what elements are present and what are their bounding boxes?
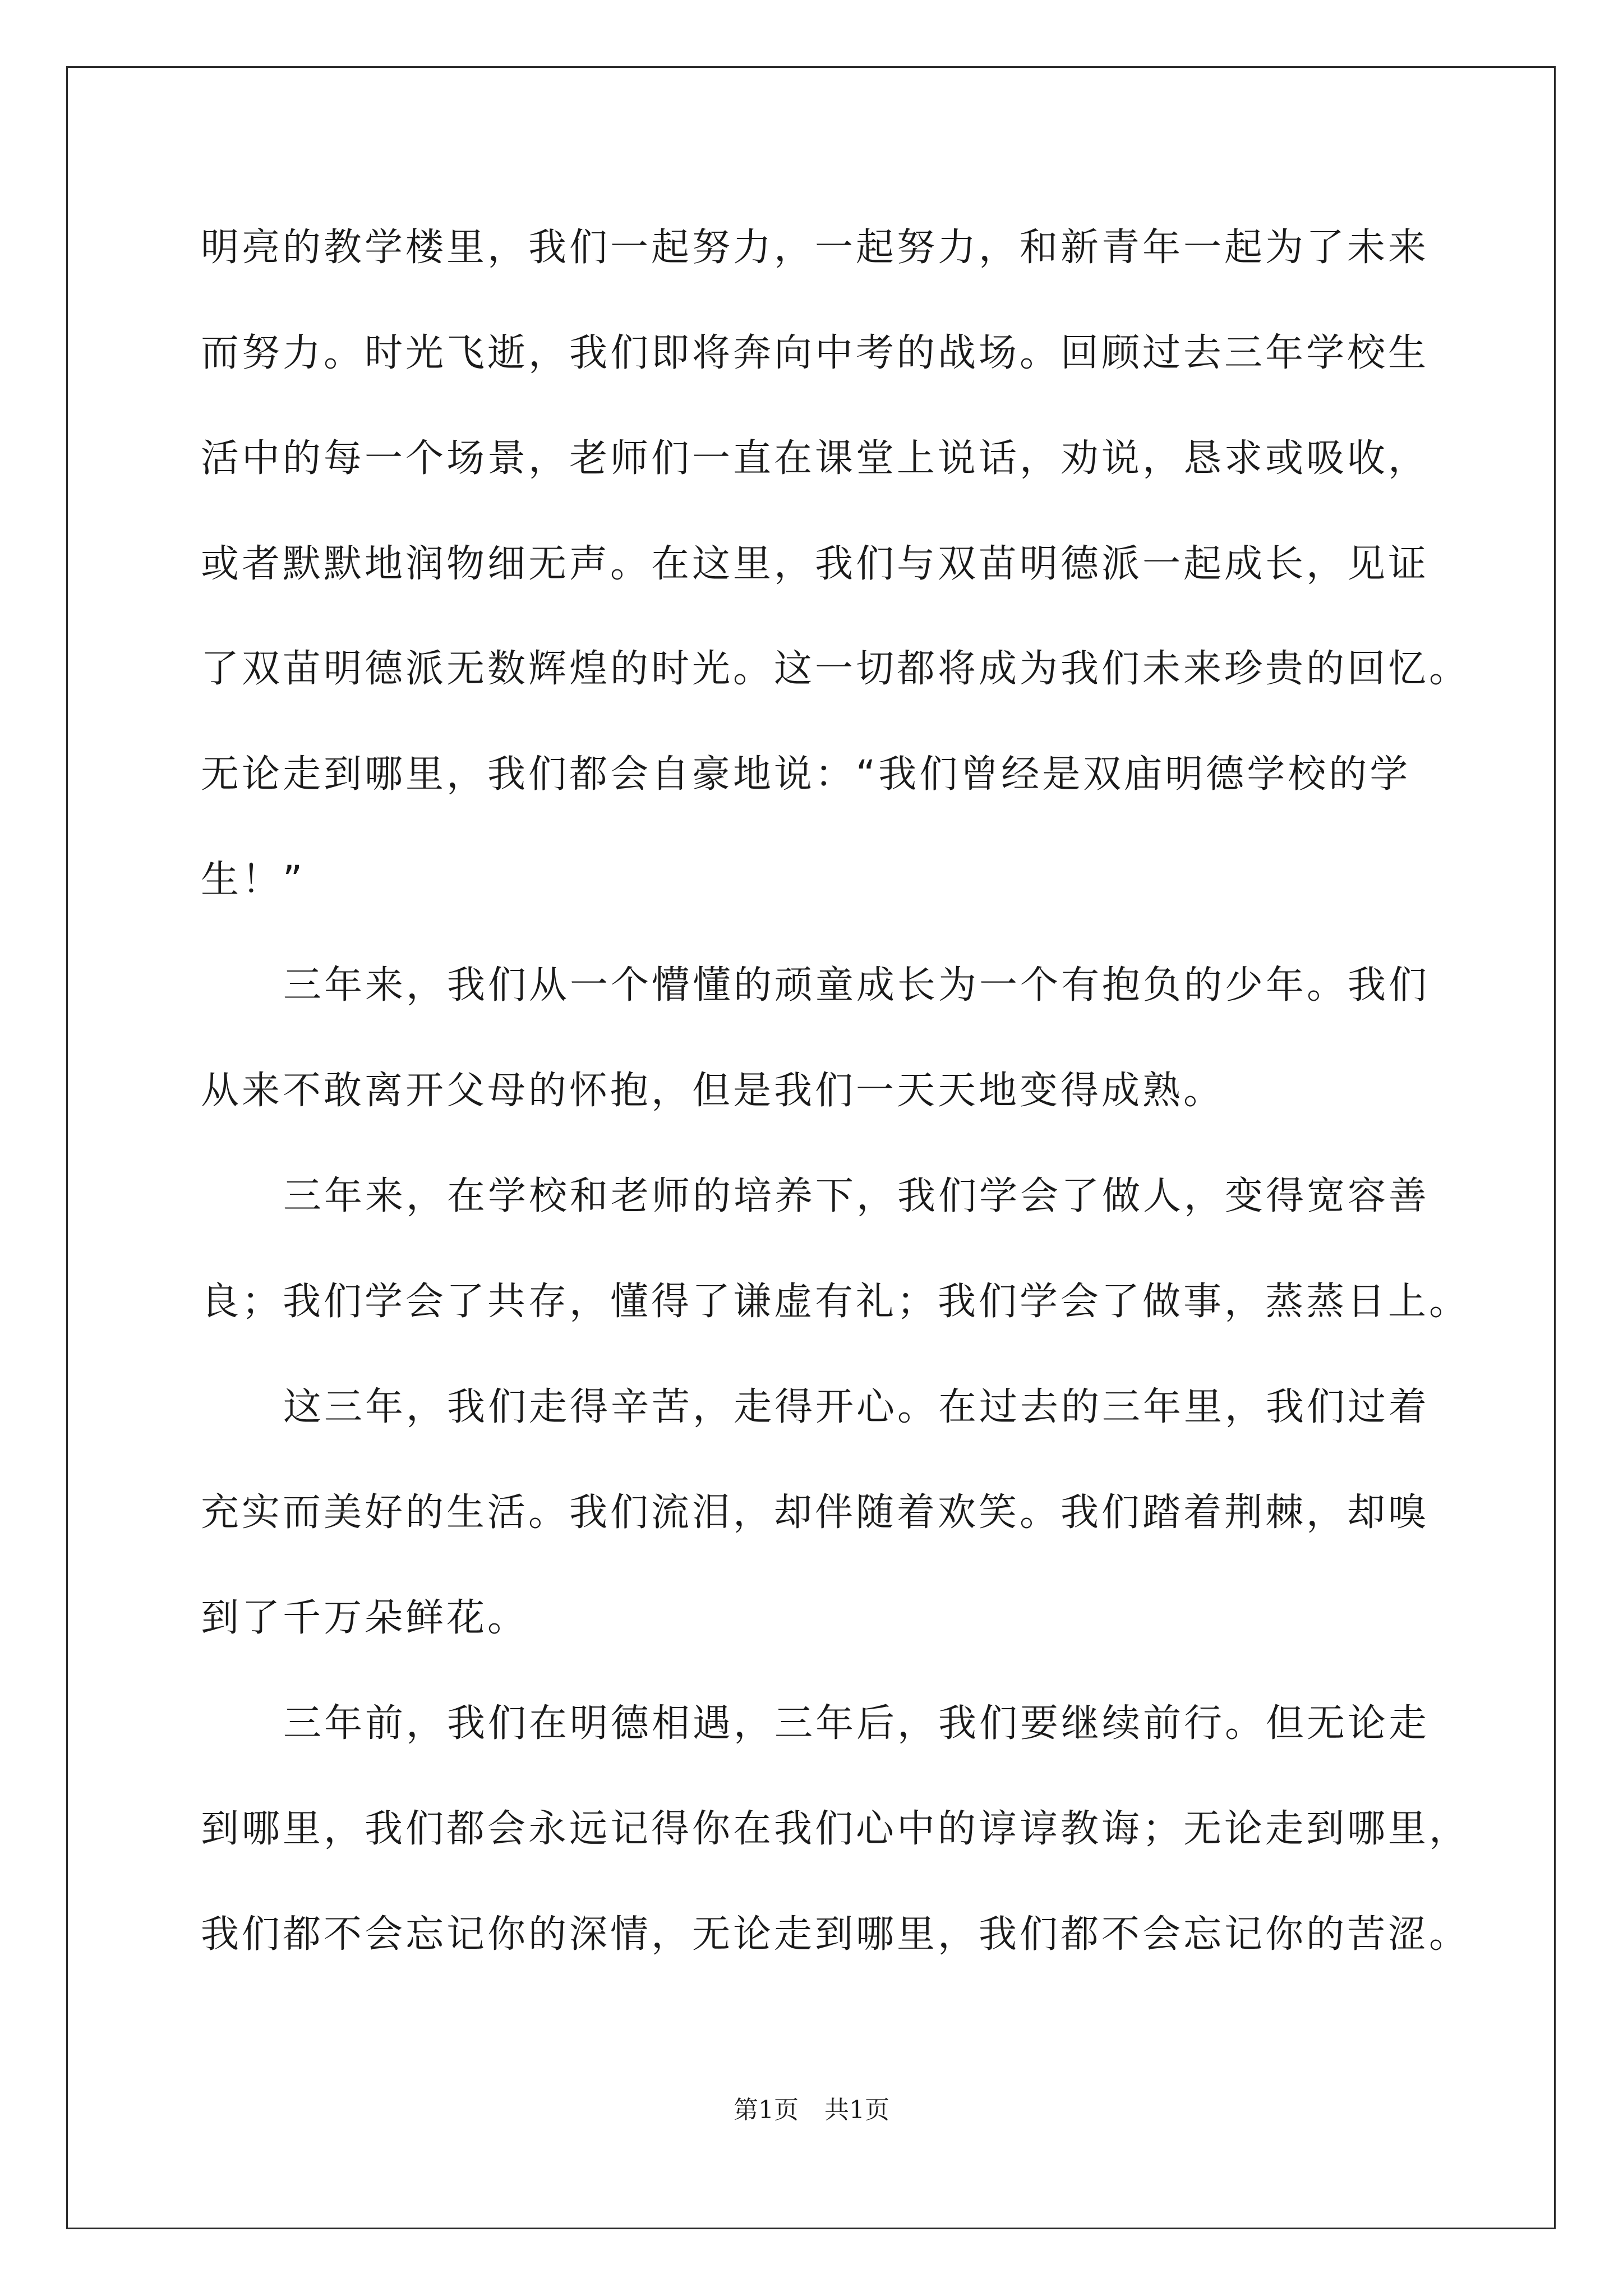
text-line-11: 良；我们学会了共存，懂得了谦虚有礼；我们学会了做事，蒸蒸日上。 [201,1280,1470,1324]
text-line-15: 三年前，我们在明德相遇，三年后，我们要继续前行。但无论走 [283,1701,1430,1746]
text-line-14: 到了千万朵鲜花。 [201,1596,529,1640]
page-number-current: 第1页 [734,2096,799,2124]
text-line-13: 充实而美好的生活。我们流泪，却伴随着欢笑。我们踏着荆棘，却嗅 [201,1490,1430,1535]
text-line-3: 活中的每一个场景，老师们一直在课堂上说话，劝说，恳求或吸收， [201,436,1430,481]
text-line-9: 从来不敢离开父母的怀抱，但是我们一天天地变得成熟。 [201,1069,1225,1113]
text-line-12: 这三年，我们走得辛苦，走得开心。在过去的三年里，我们过着 [283,1385,1430,1429]
text-line-10: 三年来，在学校和老师的培养下，我们学会了做人，变得宽容善 [283,1174,1430,1218]
text-line-8: 三年来，我们从一个懵懂的顽童成长为一个有抱负的少年。我们 [283,963,1430,1007]
text-line-4: 或者默默地润物细无声。在这里，我们与双苗明德派一起成长，见证 [201,542,1430,586]
text-line-5: 了双苗明德派无数辉煌的时光。这一切都将成为我们未来珍贵的回忆。 [201,647,1470,691]
text-line-2: 而努力。时光飞逝，我们即将奔向中考的战场。回顾过去三年学校生 [201,331,1430,375]
text-line-1: 明亮的教学楼里，我们一起努力，一起努力，和新青年一起为了未来 [201,226,1430,270]
text-line-16: 到哪里，我们都会永远记得你在我们心中的谆谆教诲；无论走到哪里， [201,1807,1470,1851]
text-line-17: 我们都不会忘记你的深情，无论走到哪里，我们都不会忘记你的苦涩。 [201,1912,1470,1957]
page-footer [0,2093,1623,2127]
text-line-6: 无论走到哪里，我们都会自豪地说：“我们曾经是双庙明德学校的学 [201,752,1411,797]
text-line-7: 生！” [201,858,306,902]
page-number-total: 共1页 [824,2096,889,2124]
page-border [66,66,1556,2229]
